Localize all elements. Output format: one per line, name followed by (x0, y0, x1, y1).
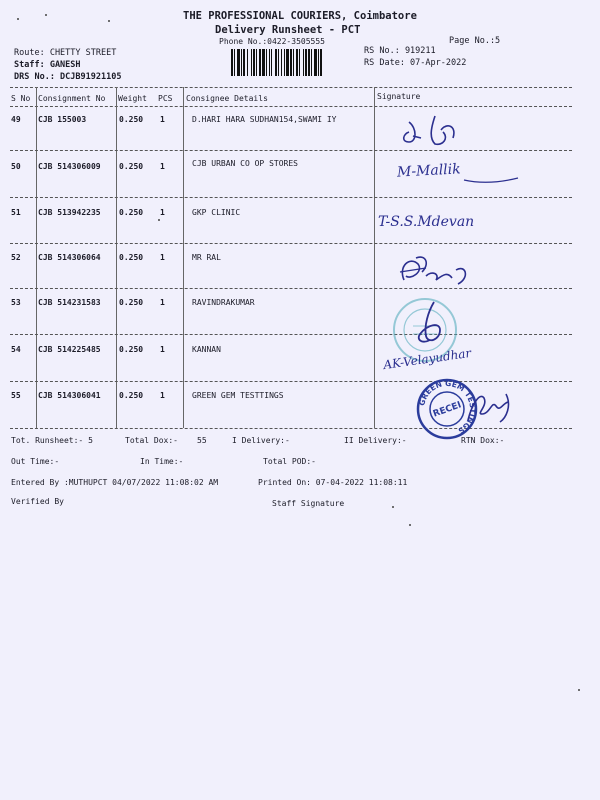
row-consignee: MR RAL (192, 253, 221, 262)
signature-row-50-flourish (462, 170, 522, 186)
col-header-signature: Signature (377, 92, 421, 101)
row-consignee: RAVINDRAKUMAR (192, 298, 255, 307)
row-rule (10, 381, 572, 382)
barcode-bar (271, 49, 272, 76)
barcode-bar (231, 49, 233, 76)
barcode-bar (284, 49, 285, 76)
col-header-consignment: Consignment No (38, 94, 106, 103)
col-divider (36, 87, 37, 428)
col-header-sno: S No (11, 94, 31, 103)
row-weight: 0.250 (119, 345, 144, 354)
scan-speck (392, 506, 394, 508)
row-consignment-no: CJB 513942235 (38, 208, 101, 217)
runsheet-title: Delivery Runsheet - PCT (215, 24, 361, 36)
barcode-bar (251, 49, 252, 76)
barcode-bar (318, 49, 319, 76)
barcode-bar (278, 49, 279, 76)
row-consignment-no: CJB 514306041 (38, 391, 101, 400)
scan-speck (578, 689, 580, 691)
barcode-bar (320, 49, 322, 76)
phone-number: Phone No.:0422-3505555 (219, 37, 325, 46)
scan-speck (108, 20, 110, 22)
row-weight: 0.250 (119, 298, 144, 307)
out-time: Out Time:- (11, 457, 60, 466)
tot-runsheet: Tot. Runsheet:- 5 (11, 436, 93, 445)
col-header-pcs: PCS (158, 94, 173, 103)
barcode (231, 49, 359, 76)
col-divider (116, 87, 117, 428)
row-consignment-no: CJB 514231583 (38, 298, 101, 307)
row-consignment-no: CJB 155003 (38, 115, 87, 124)
row-sno: 54 (11, 345, 21, 354)
stamp-center-text: RECEI (431, 400, 463, 420)
row-weight: 0.250 (119, 162, 144, 171)
signature-row-53 (410, 300, 450, 348)
barcode-bar (234, 49, 235, 76)
barcode-bar (253, 49, 255, 76)
row-pcs: 1 (160, 298, 165, 307)
row-weight: 0.250 (119, 391, 144, 400)
signature-row-51: T-S.S.Mdevan (378, 214, 475, 230)
barcode-bar (311, 49, 312, 76)
barcode-bar (286, 49, 289, 76)
row-consignee: D.HARI HARA SUDHAN154,SWAMI IY (192, 115, 337, 124)
row-rule (10, 243, 572, 244)
total-pod: Total POD:- (263, 457, 316, 466)
barcode-bar (308, 49, 310, 76)
row-rule (10, 150, 572, 151)
page-number: Page No.:5 (449, 36, 501, 46)
signature-row-54: AK-Velayudhar (382, 345, 472, 373)
row-pcs: 1 (160, 162, 165, 171)
row-pcs: 1 (160, 345, 165, 354)
entered-by: Entered By :MUTHUPCT 04/07/2022 11:08:02 AM (11, 478, 219, 487)
staff-text: Staff: GANESH (14, 60, 81, 70)
drs-number: DRS No.: DCJB91921105 (14, 72, 122, 82)
row-sno: 55 (11, 391, 21, 400)
rs-date: RS Date: 07-Apr-2022 (364, 58, 467, 68)
row-weight: 0.250 (119, 253, 144, 262)
barcode-bar (275, 49, 277, 76)
barcode-bar (314, 49, 317, 76)
signature-row-49 (395, 112, 465, 148)
barcode-bar (296, 49, 298, 76)
signature-row-50: M-Mallik (396, 161, 462, 181)
row-consignment-no: CJB 514306064 (38, 253, 101, 262)
col-header-consignee: Consignee Details (186, 94, 268, 103)
barcode-bar (290, 49, 292, 76)
barcode-bar (237, 49, 240, 76)
staff-signature-label: Staff Signature (272, 499, 345, 508)
stamp-ring-text: GREEN GEM TESTINGS (417, 378, 478, 436)
col-header-weight: Weight (118, 94, 147, 103)
barcode-bar (303, 49, 304, 76)
barcode-bar (247, 49, 248, 76)
row-sno: 53 (11, 298, 21, 307)
table-top-rule (10, 87, 572, 88)
row-consignment-no: CJB 514306009 (38, 162, 101, 171)
row-pcs: 1 (160, 253, 165, 262)
scan-speck (17, 18, 19, 20)
scan-speck (409, 524, 411, 526)
row-sno: 51 (11, 208, 21, 217)
total-dox-label: Total Dox:- (125, 436, 178, 445)
row-pcs: 1 (160, 208, 165, 217)
barcode-bar (305, 49, 307, 76)
row-weight: 0.250 (119, 208, 144, 217)
barcode-bar (243, 49, 245, 76)
row-consignee: CJB URBAN CO OP STORES (192, 159, 298, 168)
row-sno: 50 (11, 162, 21, 171)
verified-by: Verified By (11, 497, 64, 506)
barcode-bar (262, 49, 265, 76)
col-divider (374, 87, 375, 428)
table-bottom-rule (10, 428, 572, 429)
barcode-bar (269, 49, 270, 76)
row-pcs: 1 (160, 391, 165, 400)
col-divider (183, 87, 184, 428)
barcode-bar (266, 49, 267, 76)
row-rule (10, 288, 572, 289)
in-time: In Time:- (140, 457, 184, 466)
table-header-rule (10, 106, 572, 107)
row-rule (10, 197, 572, 198)
ii-delivery: II Delivery:- (344, 436, 407, 445)
barcode-bar (281, 49, 282, 76)
scan-speck (45, 14, 47, 16)
scan-speck (158, 219, 160, 221)
barcode-bar (299, 49, 300, 76)
row-consignee: KANNAN (192, 345, 221, 354)
row-consignee: GREEN GEM TESTTINGS (192, 391, 284, 400)
barcode-bar (256, 49, 257, 76)
printed-on: Printed On: 07-04-2022 11:08:11 (258, 478, 408, 487)
rtn-dox: RTN Dox:- (461, 436, 505, 445)
barcode-bar (293, 49, 294, 76)
row-weight: 0.250 (119, 115, 144, 124)
row-sno: 52 (11, 253, 21, 262)
row-rule (10, 334, 572, 335)
row-sno: 49 (11, 115, 21, 124)
rs-number: RS No.: 919211 (364, 46, 436, 56)
row-pcs: 1 (160, 115, 165, 124)
row-consignment-no: CJB 514225485 (38, 345, 101, 354)
barcode-bar (241, 49, 242, 76)
company-name: THE PROFESSIONAL COURIERS, Coimbatore (183, 10, 417, 22)
signature-row-52 (396, 250, 476, 290)
route-text: Route: CHETTY STREET (14, 48, 117, 58)
barcode-bar (259, 49, 261, 76)
i-delivery: I Delivery:- (232, 436, 290, 445)
signature-row-55 (462, 384, 518, 426)
row-consignee: GKP CLINIC (192, 208, 241, 217)
total-dox-value: 55 (197, 436, 207, 445)
